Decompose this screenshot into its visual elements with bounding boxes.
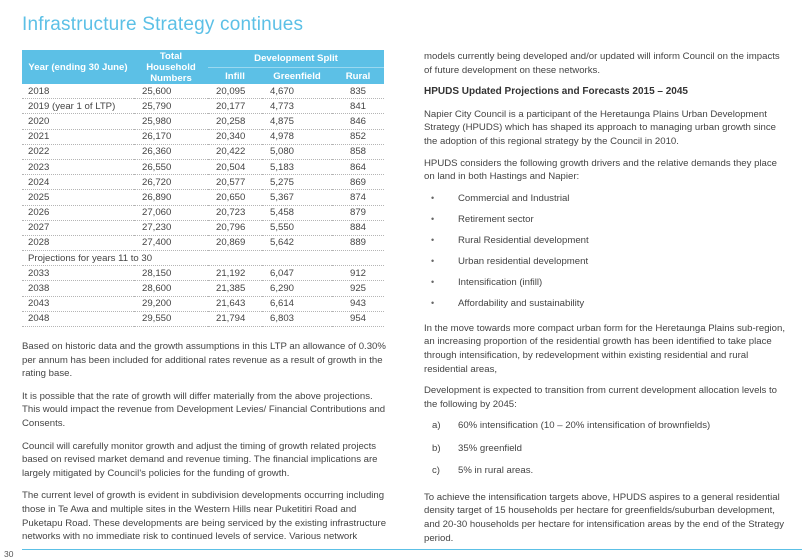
header-total: Total Household Numbers	[134, 50, 208, 84]
footer-divider	[22, 549, 802, 550]
cell-year: 2021	[22, 129, 134, 144]
cell-infill: 20,422	[208, 144, 262, 159]
paragraph: Napier City Council is a participant of the Heretaunga Plains Urban Development Strategy (HPUDS) which has shaped its approach to managing urban growth since the adoption of this regional strategy by the Council in 2010.	[424, 108, 776, 147]
cell-total: 29,200	[134, 296, 208, 311]
cell-rural: 874	[332, 190, 384, 205]
cell-greenfield: 5,642	[262, 235, 332, 250]
list-item-label: 35% greenfield	[458, 442, 523, 454]
table-row	[22, 114, 384, 129]
cell-greenfield: 6,047	[262, 266, 332, 281]
list-item	[424, 213, 790, 234]
list-marker: a)	[432, 420, 441, 432]
list-item	[424, 234, 790, 255]
table-row	[22, 235, 384, 250]
table-row	[22, 296, 384, 311]
list-item	[424, 297, 790, 318]
cell-rural: 889	[332, 235, 384, 250]
cell-greenfield: 5,458	[262, 205, 332, 220]
table-row	[22, 190, 384, 205]
cell-total: 28,150	[134, 266, 208, 281]
table-row	[22, 205, 384, 220]
bullet-icon: •	[431, 213, 435, 224]
table-row	[22, 159, 384, 174]
list-item	[424, 419, 790, 442]
cell-infill: 20,723	[208, 205, 262, 220]
cell-rural: 869	[332, 175, 384, 190]
list-marker: b)	[432, 442, 441, 454]
cell-rural: 925	[332, 281, 384, 296]
cell-infill: 20,796	[208, 220, 262, 235]
header-infill: Infill	[208, 68, 262, 85]
cell-rural: 835	[332, 84, 384, 99]
cell-year: 2023	[22, 159, 134, 174]
allocation-list	[424, 419, 790, 487]
cell-rural: 864	[332, 159, 384, 174]
cell-infill: 20,177	[208, 99, 262, 114]
cell-year: 2020	[22, 114, 134, 129]
cell-infill: 20,650	[208, 190, 262, 205]
growth-drivers-list	[424, 192, 790, 318]
cell-greenfield: 4,773	[262, 99, 332, 114]
page-title: Infrastructure Strategy continues	[22, 14, 304, 35]
bullet-icon: •	[431, 297, 435, 308]
list-item-label: Retirement sector	[458, 213, 534, 225]
bullet-icon: •	[431, 192, 435, 203]
cell-greenfield: 5,550	[262, 220, 332, 235]
household-projections-table	[22, 50, 384, 327]
cell-year: 2048	[22, 311, 134, 326]
cell-rural: 879	[332, 205, 384, 220]
cell-greenfield: 5,367	[262, 190, 332, 205]
cell-rural: 846	[332, 114, 384, 129]
cell-total: 27,230	[134, 220, 208, 235]
list-item-label: Urban residential development	[458, 255, 589, 267]
list-item-label: Affordability and sustainability	[458, 297, 585, 309]
cell-greenfield: 6,803	[262, 311, 332, 326]
cell-greenfield: 5,275	[262, 175, 332, 190]
list-item	[424, 192, 790, 213]
table-row	[22, 129, 384, 144]
cell-year: 2026	[22, 205, 134, 220]
list-item	[424, 255, 790, 276]
cell-greenfield: 5,183	[262, 159, 332, 174]
cell-greenfield: 4,875	[262, 114, 332, 129]
cell-rural: 852	[332, 129, 384, 144]
cell-total: 25,980	[134, 114, 208, 129]
bullet-icon: •	[431, 234, 435, 245]
cell-year: 2043	[22, 296, 134, 311]
table-row	[22, 220, 384, 235]
cell-year: 2033	[22, 266, 134, 281]
list-item	[424, 464, 790, 487]
cell-infill: 21,385	[208, 281, 262, 296]
cell-rural: 884	[332, 220, 384, 235]
cell-total: 26,890	[134, 190, 208, 205]
cell-year: 2019 (year 1 of LTP)	[22, 99, 134, 114]
bullet-icon: •	[431, 255, 435, 266]
table-row	[22, 144, 384, 159]
cell-rural: 841	[332, 99, 384, 114]
cell-infill: 20,340	[208, 129, 262, 144]
cell-rural: 912	[332, 266, 384, 281]
cell-infill: 21,192	[208, 266, 262, 281]
cell-infill: 20,095	[208, 84, 262, 99]
cell-infill: 20,504	[208, 159, 262, 174]
cell-year: 2038	[22, 281, 134, 296]
list-item-label: 5% in rural areas.	[458, 465, 534, 477]
cell-total: 26,720	[134, 175, 208, 190]
paragraph: Council will carefully monitor growth and adjust the timing of growth related projects based on revised market demand and revenue timing. The financial implications are largely mitigated by Council's policies for the funding of growth.	[22, 440, 378, 479]
list-item-label: Commercial and Industrial	[458, 192, 570, 204]
paragraph: Based on historic data and the growth assumptions in this LTP an allowance of 0.30% per annum has been included for additional rates revenue as a result of growth in the rating base.	[22, 341, 386, 380]
list-item-label: Rural Residential development	[458, 234, 589, 246]
cell-rural: 954	[332, 311, 384, 326]
cell-total: 25,790	[134, 99, 208, 114]
paragraph: In the move towards more compact urban form for the Heretaunga Plains sub-region, an increasing proportion of the residential growth has been identified to take place through intensification, by redevelopment within existing residential and rural residential areas,	[424, 322, 786, 375]
list-item-label: 60% intensification (10 – 20% intensification of brownfields)	[458, 420, 711, 432]
cell-total: 25,600	[134, 84, 208, 99]
cell-greenfield: 6,290	[262, 281, 332, 296]
section-heading: HPUDS Updated Projections and Forecasts 2015 – 2045	[424, 86, 688, 98]
cell-greenfield: 6,614	[262, 296, 332, 311]
header-rural: Rural	[332, 68, 384, 85]
cell-total: 29,550	[134, 311, 208, 326]
cell-rural: 943	[332, 296, 384, 311]
table-row	[22, 175, 384, 190]
bullet-icon: •	[431, 276, 435, 287]
cell-year: 2018	[22, 84, 134, 99]
cell-year: 2025	[22, 190, 134, 205]
table-row	[22, 281, 384, 296]
cell-infill: 20,258	[208, 114, 262, 129]
left-body-text	[22, 340, 388, 553]
cell-greenfield: 4,978	[262, 129, 332, 144]
cell-infill: 21,794	[208, 311, 262, 326]
cell-greenfield: 5,080	[262, 144, 332, 159]
table-row	[22, 266, 384, 281]
cell-infill: 20,577	[208, 175, 262, 190]
cell-rural: 858	[332, 144, 384, 159]
cell-year: 2024	[22, 175, 134, 190]
cell-total: 26,360	[134, 144, 208, 159]
list-item	[424, 276, 790, 297]
cell-infill: 21,643	[208, 296, 262, 311]
paragraph: To achieve the intensification targets above, HPUDS aspires to a general residential density target of 15 households per hectare for greenfields/suburban development, and 20-30 households per hectare for intensification areas by the end of the Strategy period.	[424, 491, 784, 544]
cell-total: 26,550	[134, 159, 208, 174]
page-number: 30	[4, 549, 14, 559]
list-marker: c)	[432, 465, 440, 477]
paragraph: models currently being developed and/or updated will inform Council on the impacts of future development on these networks.	[424, 51, 780, 76]
cell-greenfield: 4,670	[262, 84, 332, 99]
projection-label: Projections for years 11 to 30	[22, 251, 384, 266]
projection-label-row	[22, 251, 384, 266]
paragraph: Development is expected to transition from current development allocation levels to the following by 2045:	[424, 385, 778, 410]
right-column	[424, 50, 790, 553]
cell-year: 2027	[22, 220, 134, 235]
table-row	[22, 99, 384, 114]
paragraph: It is possible that the rate of growth will differ materially from the above projections. This would impact the revenue from Development Levies/ Financial Contributions and Consents.	[22, 390, 386, 429]
table-row	[22, 311, 384, 326]
list-item	[424, 442, 790, 465]
table-row	[22, 84, 384, 99]
header-greenfield: Greenfield	[262, 68, 332, 85]
cell-infill: 20,869	[208, 235, 262, 250]
cell-year: 2022	[22, 144, 134, 159]
cell-total: 27,400	[134, 235, 208, 250]
header-development-split: Development Split	[208, 50, 384, 68]
cell-total: 28,600	[134, 281, 208, 296]
list-item-label: Intensification (infill)	[458, 276, 543, 288]
paragraph: HPUDS considers the following growth drivers and the relative demands they place on land in both Hastings and Napier:	[424, 157, 778, 183]
cell-total: 26,170	[134, 129, 208, 144]
paragraph: The current level of growth is evident in subdivision developments occurring including those in Te Awa and multiple sites in the Western Hills near Puketitiri Road and Puketapu Road. These developments are being serviced by the existing infrastructure networks with no immediate risk to continued levels of service. Various network	[22, 490, 387, 543]
header-year: Year (ending 30 June)	[22, 50, 134, 84]
cell-total: 27,060	[134, 205, 208, 220]
cell-year: 2028	[22, 235, 134, 250]
